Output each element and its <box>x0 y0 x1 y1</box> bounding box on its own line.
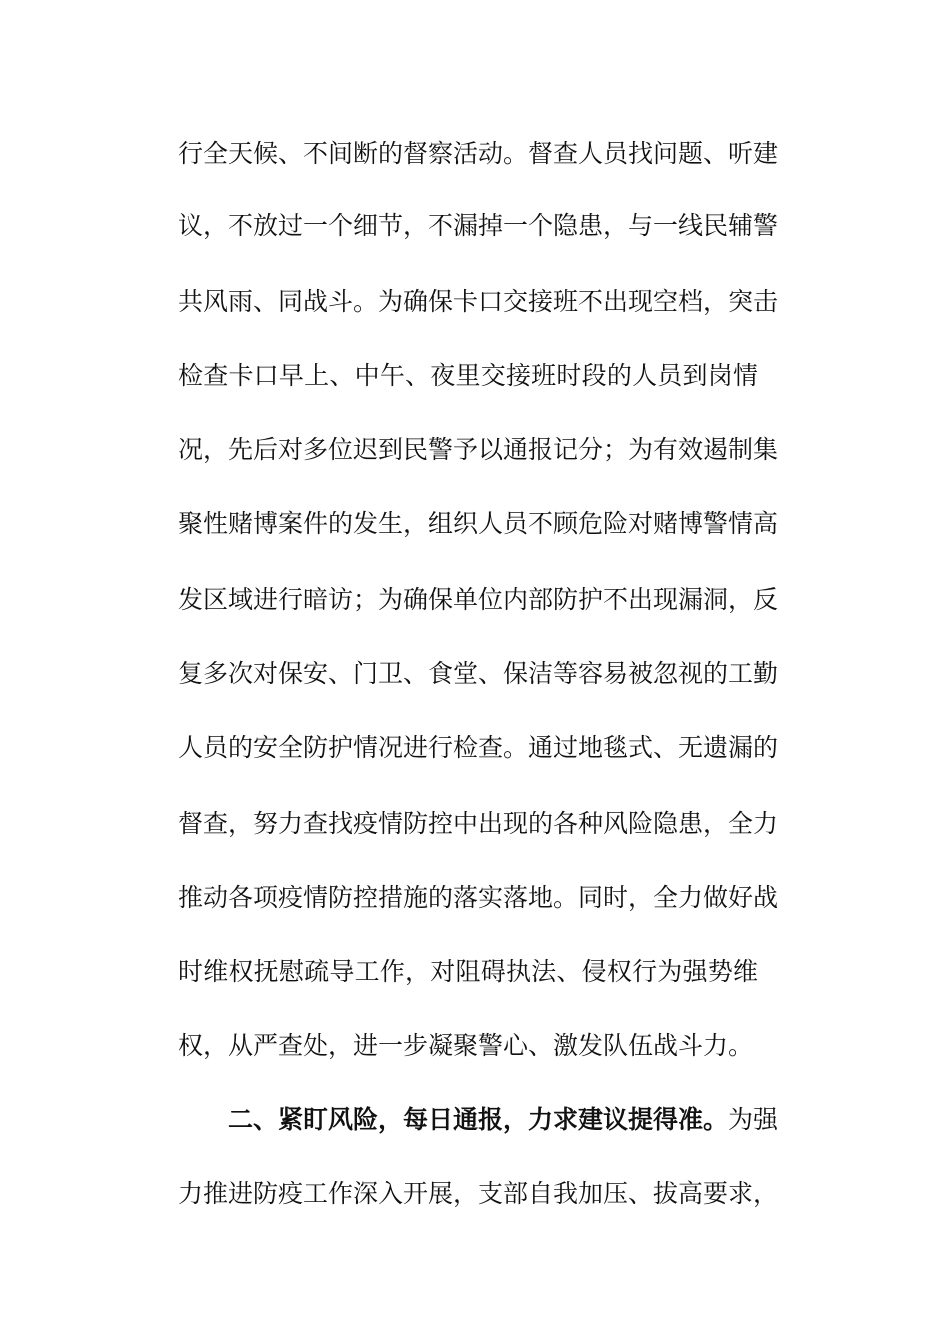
paragraph-line-3: 共风雨、同战斗。为确保卡口交接班不出现空档，突击 <box>178 287 779 316</box>
paragraph-line-12: 时维权抚慰疏导工作，对阻碍执法、侵权行为强势维 <box>178 957 758 986</box>
paragraph-line-5: 况，先后对多位迟到民警予以通报记分；为有效遏制集 <box>178 435 779 464</box>
paragraph-line-10: 督查，努力查找疫情防控中出现的各种风险隐患，全力 <box>178 809 779 838</box>
paragraph-line-13: 权，从严查处，进一步凝聚警心、激发队伍战斗力。 <box>178 1031 754 1060</box>
paragraph-line-1: 行全天候、不间断的督察活动。督查人员找问题、听建 <box>178 139 779 168</box>
paragraph-line-6: 聚性赌博案件的发生，组织人员不顾危险对赌博警情高 <box>178 509 779 538</box>
paragraph-line-4: 检查卡口早上、中午、夜里交接班时段的人员到岗情 <box>178 361 758 390</box>
paragraph-line-2: 议，不放过一个细节，不漏掉一个隐患，与一线民辅警 <box>178 211 779 240</box>
paragraph-line-8: 复多次对保安、门卫、食堂、保洁等容易被忽视的工勤 <box>178 659 779 688</box>
section-2-heading-tail: 为强 <box>728 1105 779 1134</box>
section-2-line-2: 力推进防疫工作深入开展，支部自我加压、拔高要求， <box>178 1179 779 1208</box>
paragraph-line-7: 发区域进行暗访；为确保单位内部防护不出现漏洞，反 <box>178 585 779 614</box>
section-2-heading: 二、紧盯风险，每日通报，力求建议提得准。 <box>228 1105 729 1134</box>
paragraph-line-9: 人员的安全防护情况进行检查。通过地毯式、无遗漏的 <box>178 733 779 762</box>
section-2-first-line <box>178 1102 779 1138</box>
paragraph-line-11: 推动各项疫情防控措施的落实落地。同时，全力做好战 <box>178 883 779 912</box>
